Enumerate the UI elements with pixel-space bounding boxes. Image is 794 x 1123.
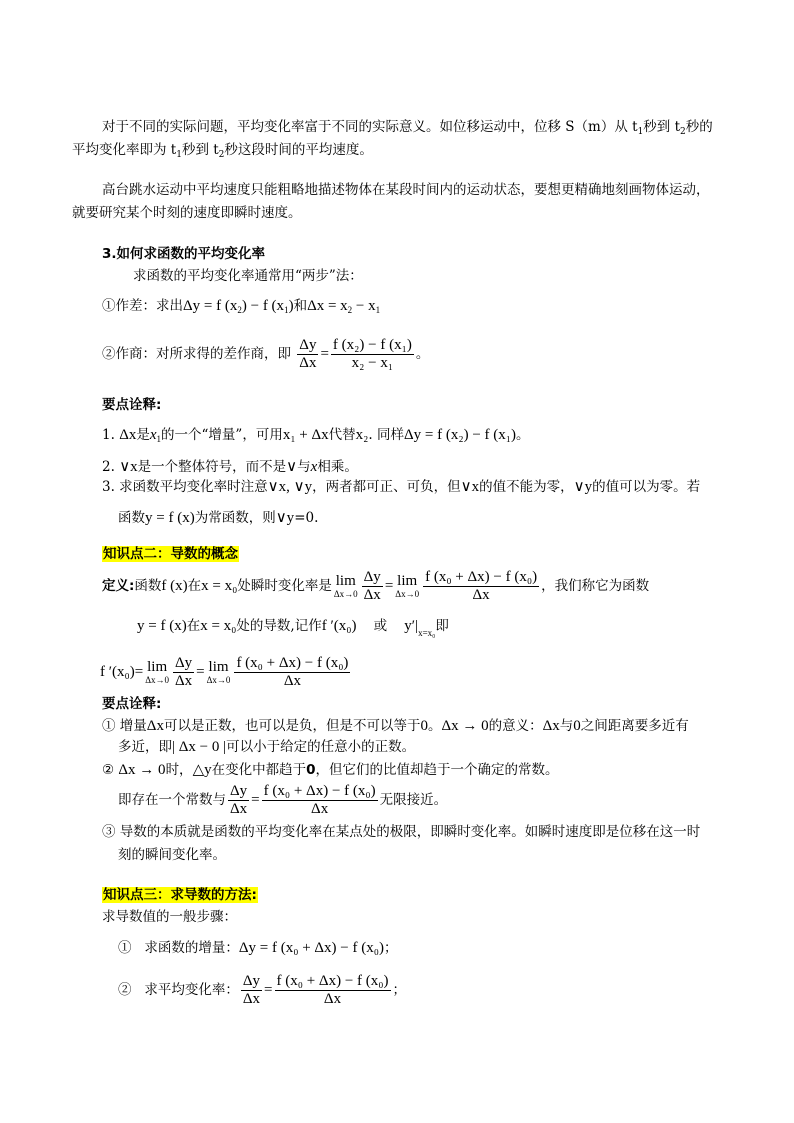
fraction-dy-dx: $\frac{\Delta y}{\Delta x}$	[299, 337, 317, 371]
explain-1: ① 增量Δx可以是正数，也可以是负，但是不可以等于0。Δx → 0的意义：Δx与0之间距离要多近有	[102, 718, 689, 734]
fraction-difference-quotient: $\frac{\text{f (x₂) − f (x₁)}}{\text{x₂ − x₁}}$	[332, 337, 412, 371]
paragraph-average-rate-meaning: 对于不同的实际问题，平均变化率富于不同的实际意义。如位移运动中，位移 S（m）从 $t_1$秒到 $t_2$秒的	[102, 119, 713, 137]
k3-step-2: ② 求平均变化率： $\frac{\Delta y}{\Delta x}$ = $\frac{\text{f (x₀ + Δx) − f (x₀)}}{\Delta x}$ ；	[118, 973, 406, 1007]
knowledge-point-3-title: 知识点三：求导数的方法:	[103, 887, 257, 903]
explain-3-cont: 刻的瞬间变化率。	[118, 847, 226, 863]
notes-title-2: 要点诠释:	[102, 696, 162, 712]
note-1: 1. Δx是$x_1$的一个“增量”，可用x₁ + Δx代替x₂. 同样Δy = f (x₂) − f (x₁)。	[102, 427, 530, 444]
note-3: 3. 求函数平均变化率时注意∨x, ∨y，两者都可正、可负，但∨x的值不能为零，∨y的值可以为零。若	[102, 479, 701, 495]
step-difference: ①作差：求出Δy = f $(x_2) - f$ $(x_1)$和$\Delta x = x_2 - x_1$	[102, 298, 381, 315]
explain-1-cont: 多近，即| Δx − 0 |可以小于给定的任意小的正数。	[118, 739, 416, 755]
section-intro: 求函数的平均变化率通常用“两步”法：	[133, 268, 363, 284]
knowledge-point-2-title: 知识点二：导数的概念	[103, 546, 238, 562]
step-quotient: ②作商：对所求得的差作商，即 $\frac{\Delta y}{\Delta x}$ = $\frac{\text{f (x₂) − f (x₁)}}{\text{x₂ − x₁}}$ 。	[102, 337, 430, 371]
derivative-notation: y = f (x)在x = x₀处的导数,记作f ′(x₀) 或 $y'|_{x=x_0}$即	[137, 618, 449, 638]
paragraph-average-rate-meaning-cont: 平均变化率即为 $t_1$秒到 $t_2$秒这段时间的平均速度。	[72, 142, 373, 160]
k3-intro: 求导数值的一般步骤：	[102, 909, 237, 925]
k3-step-1: ① 求函数的增量：Δy = f (x₀ + Δx) − f (x₀)；	[118, 940, 398, 956]
paragraph-diving-cont: 就要研究某个时刻的速度即瞬时速度。	[72, 205, 302, 221]
note-2: 2. ∨x是一个整体符号，而不是∨与x相乘。	[102, 459, 358, 475]
explain-2: ② Δx → 0时，△y在变化中都趋于0，但它们的比值却趋于一个确定的常数。	[102, 762, 559, 778]
paragraph-diving: 高台跳水运动中平均速度只能粗略地描述物体在某段时间内的运动状态，要想更精确地刻画物体运动，	[102, 182, 710, 198]
explain-2-cont: 即存在一个常数与 $\frac{\Delta y}{\Delta x}$ = $\frac{\text{f (x₀ + Δx) − f (x₀)}}{\Delta x}$ 无限接近。	[118, 783, 448, 817]
note-3-cont: 函数y = f (x)为常函数，则∨y=0.	[118, 510, 319, 526]
explain-3: ③ 导数的本质就是函数的平均变化率在某点处的极限，即瞬时变化率。如瞬时速度即是位移在这一时	[102, 824, 701, 840]
section-title: 3.如何求函数的平均变化率	[102, 246, 266, 262]
derivative-definition: 定义:函数f (x)在x = x₀处瞬时变化率是 lim Δx→0 $\frac{\Delta y}{\Delta x}$ = lim Δx→0 $\frac{\text{f (x₀ + Δx) − f (x₀)}}{\Delta x}$ ，我们称它为函数	[102, 569, 650, 603]
notes-title: 要点诠释:	[102, 397, 162, 413]
derivative-formula: f ′(x₀)= lim Δx→0 $\frac{\Delta y}{\Delta x}$ = lim Δx→0 $\frac{\text{f (x₀ + Δx) − f (x₀)}}{\Delta x}$	[100, 655, 349, 689]
